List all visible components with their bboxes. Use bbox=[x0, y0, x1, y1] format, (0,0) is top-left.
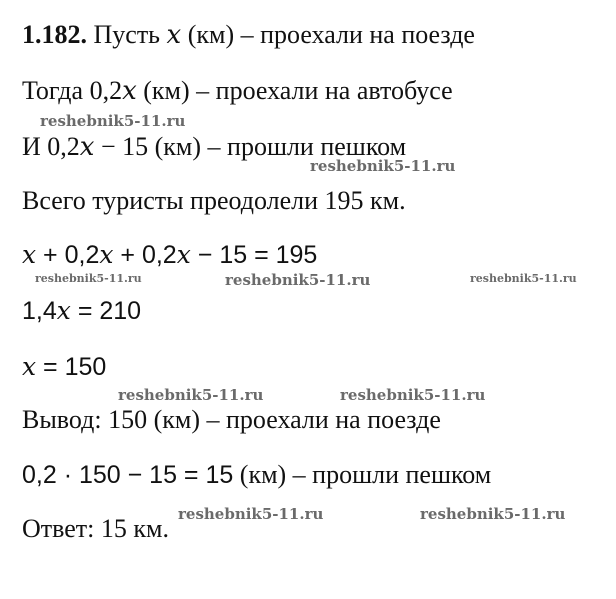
equation-2 bbox=[22, 296, 141, 326]
eq-1-rest: − 15 = 195 bbox=[190, 241, 318, 269]
answer-line bbox=[22, 514, 169, 544]
eq-2-var: x bbox=[56, 296, 71, 325]
line-2-rest: (км) – проехали на автобусе bbox=[143, 76, 453, 105]
watermark: reshebnik5-11.ru bbox=[118, 386, 264, 404]
line-1-text: Пусть bbox=[93, 20, 161, 49]
eq-1-mid-1: + 0,2 bbox=[36, 241, 100, 269]
calc-expression: 0,2 · 150 − 15 = 15 bbox=[22, 461, 234, 489]
problem-number: 1.182. bbox=[22, 20, 87, 49]
line-3-mid: − 15 bbox=[100, 132, 149, 161]
line-4 bbox=[22, 186, 406, 216]
line-2 bbox=[22, 76, 453, 106]
eq-2-pre: 1,4 bbox=[22, 297, 57, 325]
eq-2-rest: = 210 bbox=[70, 297, 142, 325]
watermark: reshebnik5-11.ru bbox=[470, 272, 577, 285]
equation-3 bbox=[22, 352, 106, 382]
watermark: reshebnik5-11.ru bbox=[340, 386, 486, 404]
calculation-line bbox=[22, 460, 491, 490]
line-2-pre: Тогда 0,2 bbox=[22, 76, 123, 105]
watermark: reshebnik5-11.ru bbox=[420, 505, 566, 523]
answer-text: Ответ: 15 км. bbox=[22, 514, 169, 543]
eq-1-var-1: x bbox=[22, 240, 37, 269]
eq-1-var-3: x bbox=[176, 240, 191, 269]
conclusion-line bbox=[22, 405, 441, 435]
eq-1-var-2: x bbox=[99, 240, 114, 269]
line-3-var: x bbox=[79, 132, 95, 162]
line-1-var: x bbox=[166, 20, 182, 50]
equation-1 bbox=[22, 240, 317, 270]
line-1 bbox=[22, 20, 475, 50]
line-3-rest: (км) – прошли пешком bbox=[154, 132, 407, 161]
line-2-var: x bbox=[122, 76, 137, 106]
eq-3-rest: = 150 bbox=[36, 353, 107, 381]
calc-rest: (км) – прошли пешком bbox=[239, 460, 492, 489]
eq-3-var: x bbox=[22, 352, 37, 381]
watermark: reshebnik5-11.ru bbox=[178, 505, 324, 523]
line-1-rest: (км) – проехали на поезде bbox=[187, 20, 475, 49]
watermark: reshebnik5-11.ru bbox=[310, 157, 456, 175]
eq-1-mid-2: + 0,2 bbox=[113, 241, 177, 269]
watermark: reshebnik5-11.ru bbox=[40, 112, 186, 130]
watermark: reshebnik5-11.ru bbox=[225, 271, 371, 289]
conclusion-text: Вывод: 150 (км) – проехали на поезде bbox=[22, 405, 441, 434]
line-4-text: Всего туристы преодолели 195 км. bbox=[22, 186, 406, 215]
watermark: reshebnik5-11.ru bbox=[35, 272, 142, 285]
line-3-pre: И 0,2 bbox=[22, 132, 80, 161]
